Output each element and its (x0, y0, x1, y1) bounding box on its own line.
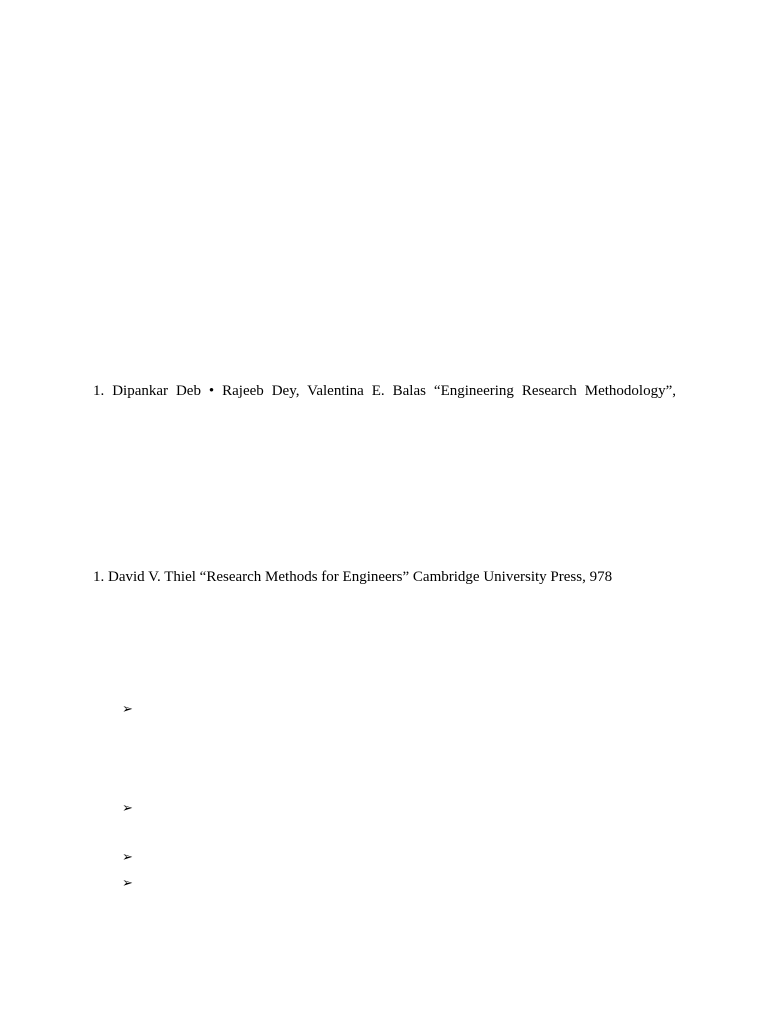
reference-entry-textbook: 1. Dipankar Deb • Rajeeb Dey, Valentina E. Balas “Engineering Research Methodology”, (93, 383, 676, 399)
arrowhead-bullet-icon: ➢ (122, 876, 133, 891)
arrowhead-bullet-icon: ➢ (122, 702, 133, 717)
reference-entry-reference-book: 1. David V. Thiel “Research Methods for Engineers” Cambridge University Press, 978 (93, 569, 613, 585)
arrowhead-bullet-icon: ➢ (122, 850, 133, 865)
arrowhead-bullet-icon: ➢ (122, 801, 133, 816)
